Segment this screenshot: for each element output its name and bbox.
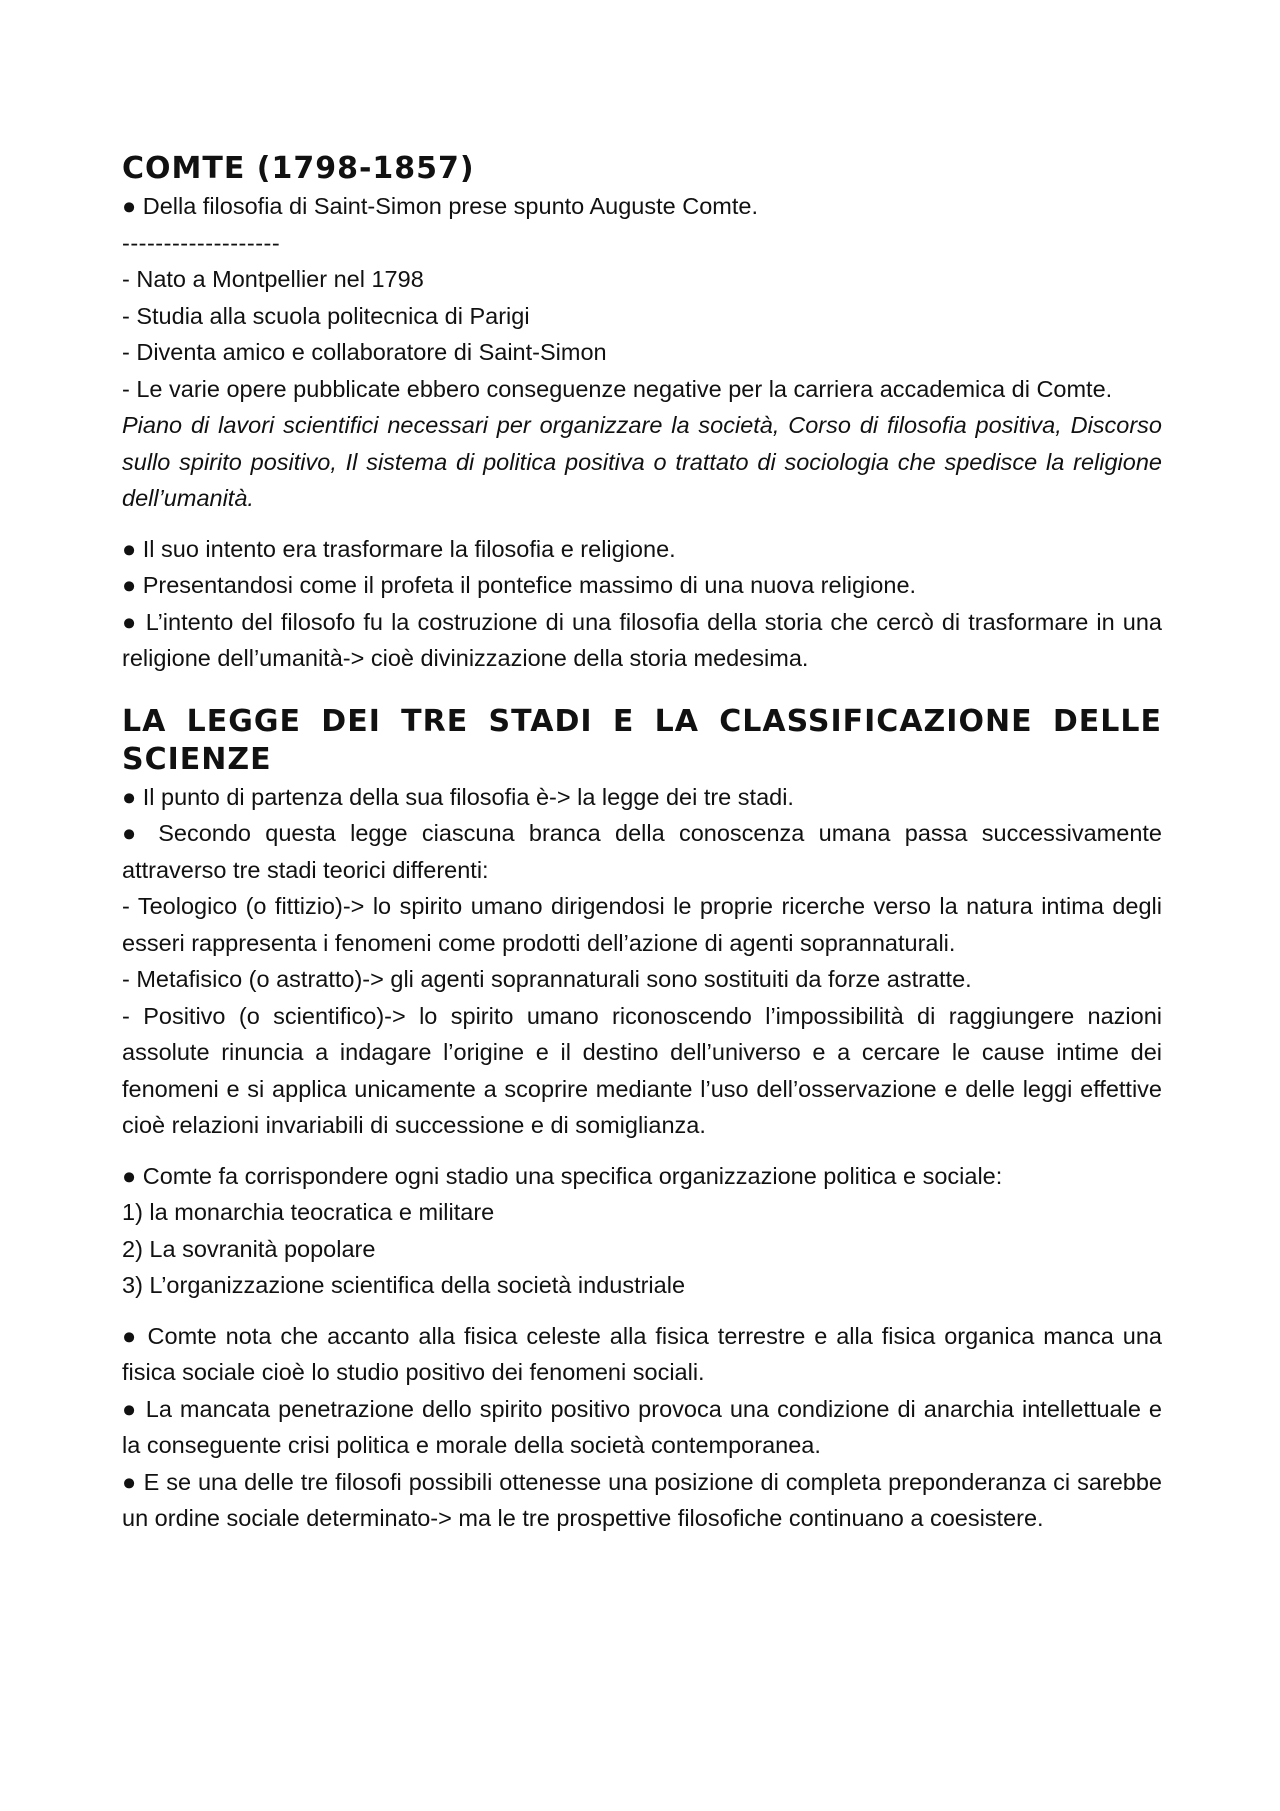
- page-title: COMTE (1798-1857): [122, 151, 475, 186]
- organization-intro: ● Comte fa corrispondere ogni stadio una specifica organizzazione politica e sociale:: [122, 1162, 1003, 1189]
- intent-bullet: ● L’intento del filosofo fu la costruzione di una filosofia della storia che cercò di trasformare in una religione dell’umanità-> cioè divinizzazione della storia medesima.: [122, 608, 1162, 671]
- organization-item: 1) la monarchia teocratica e militare: [122, 1199, 495, 1225]
- closing-bullet: ● Comte nota che accanto alla fisica celeste alla fisica terrestre e alla fisica organica manca una fisica sociale cioè lo studio positivo dei fenomeni sociali.: [122, 1322, 1162, 1385]
- section-heading: [122, 703, 1162, 779]
- section-paragraph: - Metafisico (o astratto)-> gli agenti soprannaturali sono sostituiti da forze astratte.: [122, 966, 972, 992]
- bio-item: - Nato a Montpellier nel 1798: [122, 266, 424, 292]
- section-heading-line2: SCIENZE: [122, 741, 272, 777]
- section-paragraph: - Teologico (o fittizio)-> lo spirito umano dirigendosi le proprie ricerche verso la natura intima degli esseri rappresenta i fenomeni come prodotti dell’azione di agenti soprannaturali.: [122, 893, 1162, 956]
- organization-item: 3) L’organizzazione scientifica della società industriale: [122, 1272, 686, 1298]
- intro-bullet: ● Della filosofia di Saint-Simon prese spunto Auguste Comte.: [122, 193, 758, 219]
- bio-item: - Diventa amico e collaboratore di Saint-Simon: [122, 339, 607, 365]
- section-paragraph: ● Il punto di partenza della sua filosofia è-> la legge dei tre stadi.: [122, 783, 794, 810]
- section-paragraph: - Positivo (o scientifico)-> lo spirito umano riconoscendo l’impossibilità di raggiungere nazioni assolute rinuncia a indagare l’origine e il destino dell’universo e a cercare le cause intime dei fenomeni e si applica unicamente a scoprire mediante l’uso dell’osservazione e delle leggi effettive cioè relazioni invariabili di successione e di somiglianza.: [122, 1002, 1162, 1138]
- section-paragraph: ● Secondo questa legge ciascuna branca della conoscenza umana passa successivamente attraverso tre stadi teorici differenti:: [122, 820, 1162, 883]
- closing-bullet: ● La mancata penetrazione dello spirito positivo provoca una condizione di anarchia intellettuale e la conseguente crisi politica e morale della società contemporanea.: [122, 1395, 1162, 1458]
- closing-bullet: ● E se una delle tre filosofi possibili ottenesse una posizione di completa preponderanza ci sarebbe un ordine sociale determinato-> ma le tre prospettive filosofiche continuano a coesistere.: [122, 1468, 1162, 1531]
- organization-item: 2) La sovranità popolare: [122, 1235, 376, 1262]
- section-heading-line1: LA LEGGE DEI TRE STADI E LA CLASSIFICAZIONE DELLE: [122, 703, 1162, 739]
- bio-item: - Studia alla scuola politecnica di Parigi: [122, 302, 530, 329]
- bio-item: - Le varie opere pubblicate ebbero conseguenze negative per la carriera accademica di Comte.: [122, 375, 1113, 402]
- intent-bullet: ● Presentandosi come il profeta il pontefice massimo di una nuova religione.: [122, 572, 917, 598]
- works-list: Piano di lavori scientifici necessari per organizzare la società, Corso di filosofia positiva, Discorso sullo spirito positivo, Il sistema di politica positiva o trattato di sociologia che spedisce la religione dell’umanità.: [122, 412, 1162, 511]
- separator-line: -------------------: [122, 229, 281, 256]
- document-page: [122, 150, 1162, 1537]
- intent-bullet: ● Il suo intento era trasformare la filosofia e religione.: [122, 535, 676, 562]
